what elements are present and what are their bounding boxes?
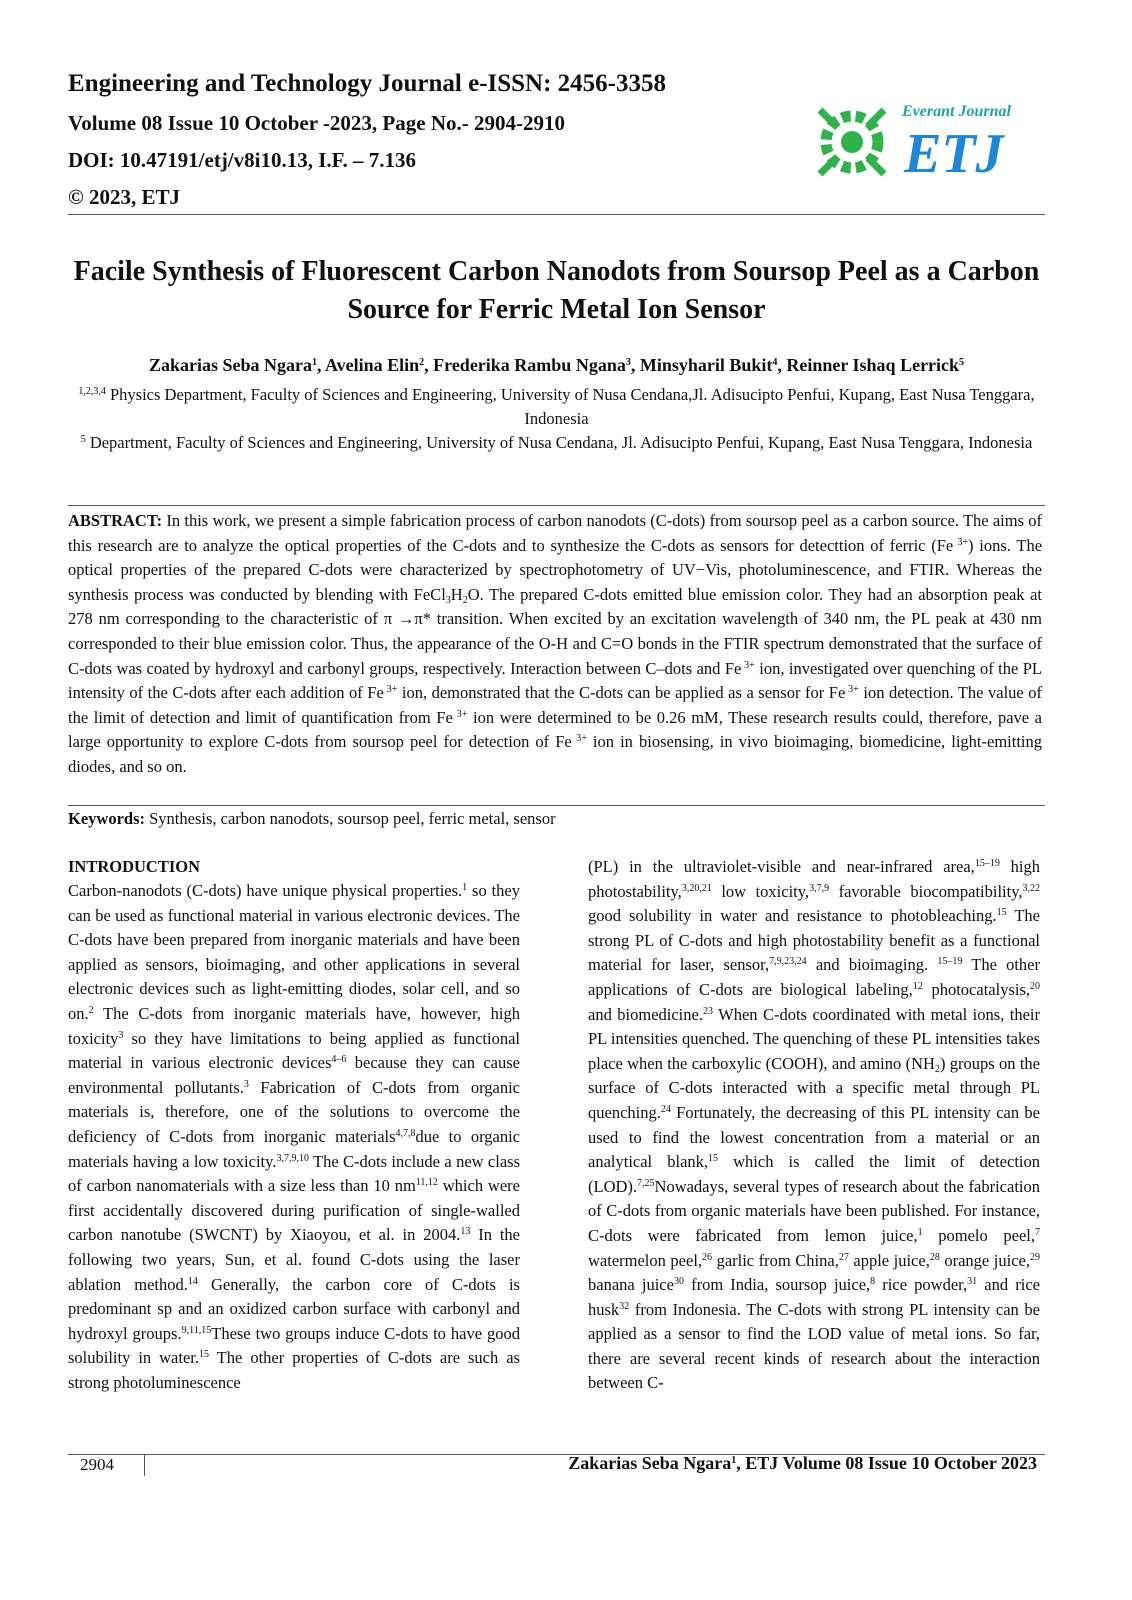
footer-divider [144,1454,145,1476]
citation-sup: 23 [702,1005,713,1017]
body-text: so they can be used as functional material in various electronic devices. The C-dots have been prepared from inorganic materials and have been applied as sensors, bioimaging, and other applications in several electronic devices such as light-emitting diodes, solar cell, and so on. [68,881,520,1023]
body-text: The strong PL of C-dots and high photostability benefit as a functional material for laser, sensor, [588,906,1040,975]
etj-logo [812,92,1022,202]
running-footer [568,1453,1037,1474]
affiliation-sup: 1,2,3,4 [78,386,106,397]
citation-sup: 3,7,9,10 [276,1152,309,1164]
body-text: When C-dots coordinated with metal ions, their PL intensities quenched. The quenching of these PL intensities takes place when the carboxylic (COOH), and amino (NH [588,1004,1040,1073]
body-text: Fortunately, the decreasing of this PL intensity can be used to find the lowest concentration from a material or an analytical blank, [588,1102,1040,1172]
body-text: Nowadays, several types of research about the fabrication of C-dots from organic materials have been published. For instance, C-dots were fabricated from lemon juice, [588,1176,1040,1245]
page-number: 2904 [80,1455,114,1474]
abstract-sup: 3+ [571,733,587,745]
citation-sup: 1 [462,882,468,893]
gear-icon [820,110,884,174]
body-text: banana juice [588,1275,674,1295]
body-text: Fabrication of C-dots from organic materials is, therefore, one of the solutions to overcome the deficiency of C-dots from inorganic materials [68,1077,520,1146]
citation-sup: 8 [870,1276,876,1288]
citation-sup: 15–19 [974,858,1000,869]
citation-sup: 15 [996,907,1007,919]
citation-sup: 20 [1030,980,1040,992]
footer-sup: 1 [731,1455,737,1466]
body-text: apple juice, [848,1250,930,1270]
abstract-top-rule [68,505,1045,506]
body-text: photocatalysis, [922,979,1030,999]
keywords-text: Synthesis, carbon nanodots, soursop peel, ferric metal, sensor [145,809,556,828]
citation-sup: 3,22 [1022,882,1041,894]
journal-name: Engineering and Technology Journal e-ISSN: 2456-3358 [68,70,667,97]
abstract-text: In this work, we present a simple fabrication process of carbon nanodots (C-dots) from soursop peel as a carbon source. The aims of this research are to analyze the optical properties of the C-dots and to synthesize the C-dots as sensors for detecttion of ferric (Fe [68,511,1042,555]
body-text: rice powder, [875,1275,968,1295]
abstract-sup: 3+ [383,684,398,696]
citation-sup: 4–6 [331,1054,347,1066]
body-text: (PL) in the ultraviolet-visible and near-infrared area, [588,857,975,876]
citation-sup: 3,7,9 [809,882,830,894]
citation-sup: 13 [460,1226,471,1238]
body-text: watermelon peel, [588,1250,703,1270]
abstract-text: O. The prepared C-dots emitted blue emission color. They had an absorption peak at 278 nm corresponding to the characteristic of π →π* transition. When excited by an excitation wavelength of 340 nm, the PL peak at 430 nm corresponded to their blue emission color. Thus, the appearance of the O-H and C=O bonds in the FTIR spectrum demonstrated that the surface of C-dots was coated by hydroxyl and carbonyl groups, respectively. Interaction between C–dots and Fe [68,584,1042,678]
footer-author: Zakarias Seba Ngara [568,1453,732,1473]
author-sup: 4 [772,357,778,368]
volume-line: Volume 08 Issue 10 October -2023, Page No.- 2904-2910 [68,111,565,135]
affiliation-text: Physics Department, Faculty of Sciences and Engineering, University of Nusa Cendana,Jl. Adisucipto Penfui, Kupang, East Nusa Tenggara, Indonesia [105,385,1035,428]
body-text: The C-dots include a new class of carbon nanomaterials with a size less than 10 nm [68,1151,521,1196]
citation-sup: 11,12 [415,1177,438,1189]
affiliation-2 [68,431,1045,455]
body-text: due to organic materials having a low toxicity. [68,1126,520,1171]
keywords-label: Keywords: [68,809,145,828]
author-sup: 3 [625,357,631,368]
citation-sup: 30 [673,1276,684,1288]
keywords [68,809,1042,829]
citation-sup: 3,20,21 [681,882,712,894]
author-name: Avelina Elin [324,355,420,375]
abstract-sub: 3 [445,594,451,606]
citation-sup: 24 [660,1103,671,1115]
abstract-text: ion in biosensing, in vivo bioimaging, biomedicine, light-emitting diodes, and so on. [68,732,1042,776]
author-name: Frederika Rambu Ngana [433,355,626,375]
abstract-text: ion detection. The value of the limit of detection and limit of quantification from Fe [68,683,1043,727]
abstract-sup: 3+ [741,659,755,671]
section-heading: INTRODUCTION [68,857,201,876]
body-text: and rice husk [588,1275,1040,1319]
body-text: low toxicity, [711,881,810,901]
body-text: and bioimaging. [806,955,938,975]
intro-right-column [588,855,1040,1396]
body-text: which is called the limit of detection (LOD). [588,1152,1040,1196]
abstract-sup: 3+ [845,684,859,696]
body-text: These two groups induce C-dots to have good solubility in water. [68,1323,521,1368]
citation-sup: 7,9,23,24 [769,956,807,968]
author-list: Zakarias Seba Ngara$^1$, Avelina Elin$^2$, Frederika Rambu Ngana$^3$, Minsyharil Bukit$^4$, Reinner Ishaq Lerrick$^5$ [148,355,965,375]
citation-sup: 26 [702,1251,713,1263]
body-text: ) groups on the surface of C-dots interacted with a specific metal through PL quenching. [588,1053,1041,1122]
affiliation-sup: 5 [80,434,86,445]
abstract-sub: 2 [462,594,468,606]
affiliation-1 [68,383,1045,431]
body-text: because they can cause environmental pollutants. [68,1053,520,1097]
header-rule [68,214,1045,215]
body-text: which were first accidentally discovered during purification of single-walled carbon nanotube (SWCNT) by Xiaoyou, et al. in 2004. [68,1176,520,1245]
body-text: orange juice, [939,1250,1030,1270]
affiliation-text: Department, Faculty of Sciences and Engineering, University of Nusa Cendana, Jl. Adisucipto Penfui, Kupang, East Nusa Tenggara, Indonesia [85,433,1033,452]
body-text: from Indonesia. The C-dots with strong PL intensity can be applied as a sensor to find the LOD value of metal ions. So far, there are several recent kinds of research about the interaction between C- [588,1299,1040,1393]
author-name: Minsyharil Bukit [639,355,773,375]
author-name: Zakarias Seba Ngara [148,355,312,375]
footer-journal: , ETJ Volume 08 Issue 10 October 2023 [736,1453,1037,1473]
paper-title: Facile Synthesis of Fluorescent Carbon Nanodots from Soursop Peel as a Carbon Source for Ferric Metal Ion Sensor [73,256,1040,325]
body-text: so they have limitations to being applied as functional material in various electronic devices [68,1028,520,1073]
copyright-line: © 2023, ETJ [68,185,180,209]
abstract-label: ABSTRACT: [68,511,163,530]
abstract-sup: 3+ [953,536,969,548]
author-name: Reinner Ishaq Lerrick [786,355,960,375]
body-text: pomelo peel, [922,1225,1035,1245]
body-text: good solubility in water and resistance to photobleaching. [588,906,997,926]
logo-letters: ETJ [904,123,1004,185]
body-text: In the following two years, Sun, et al. found C-dots using the laser ablation method. [68,1225,521,1294]
citation-sup: 15 [708,1153,719,1165]
citation-sup: 9,11,15 [181,1324,212,1336]
citation-sup: 4,7,8 [395,1127,416,1139]
intro-left-column [68,855,520,1395]
citation-sup: 15 [199,1349,209,1361]
logo-top-text: Everant Journal [902,103,1011,120]
abstract [68,509,1042,780]
citation-sup: 3 [243,1078,249,1090]
author-sup: 5 [959,357,965,368]
citation-sup: 27 [838,1251,849,1263]
citation-sup: 15–19 [937,956,963,968]
abstract-text: ion, investigated over quenching of the PL intensity of the C-dots after each addition of Fe [68,658,1042,703]
abstract-text: ion were determined to be 0.26 mM, These research results could, therefore, pave a large opportunity to explore C-dots from soursop peel for detection of Fe [68,707,1043,752]
body-text: Generally, the carbon core of C-dots is predominant sp and an oxidized carbon surface with carbonyl and hydroxyl groups. [68,1274,520,1343]
abstract-text: ion, demonstrated that the C-dots can be applied as a sensor for Fe [397,683,846,703]
author-sup: 2 [419,357,425,368]
citation-sup: 12 [912,980,923,992]
body-text: from India, soursop juice, [683,1275,871,1295]
abstract-text: ) ions. The optical properties of the prepared C-dots were characterized by spectrophotometry of UV−Vis, photoluminescence, and FTIR. Whereas the synthesis process was conducted by blending with FeCl [68,535,1043,604]
citation-sup: 3 [118,1029,124,1041]
author-sup: 1 [311,357,317,368]
subscript: 2 [934,1063,940,1075]
body-text: The other properties of C-dots are such as strong photoluminescence [68,1348,520,1392]
body-text: The other applications of C-dots are biological labeling, [588,955,1040,999]
doi-line: DOI: 10.47191/etj/v8i10.13, I.F. – 7.136 [68,148,417,172]
body-text: garlic from China, [712,1250,839,1270]
citation-sup: 7,25 [637,1177,655,1189]
citation-sup: 28 [929,1251,940,1263]
body-text: and biomedicine. [588,1004,703,1024]
citation-sup: 14 [187,1275,198,1287]
body-text: The C-dots from inorganic materials have, however, high toxicity [68,1003,520,1048]
citation-sup: 2 [88,1004,94,1016]
citation-sup: 1 [917,1226,923,1238]
citation-sup: 29 [1030,1251,1040,1263]
body-text: high photostability, [588,857,1040,901]
citation-sup: 31 [967,1276,978,1288]
abstract-text: H [450,584,463,604]
body-text: Carbon-nanodots (C-dots) have unique physical properties. [68,881,463,900]
citation-sup: 32 [619,1300,630,1312]
abstract-bottom-rule [68,805,1045,806]
abstract-sup: 3+ [452,708,468,720]
body-text: favorable biocompatibility, [829,881,1023,901]
citation-sup: 7 [1034,1226,1040,1238]
